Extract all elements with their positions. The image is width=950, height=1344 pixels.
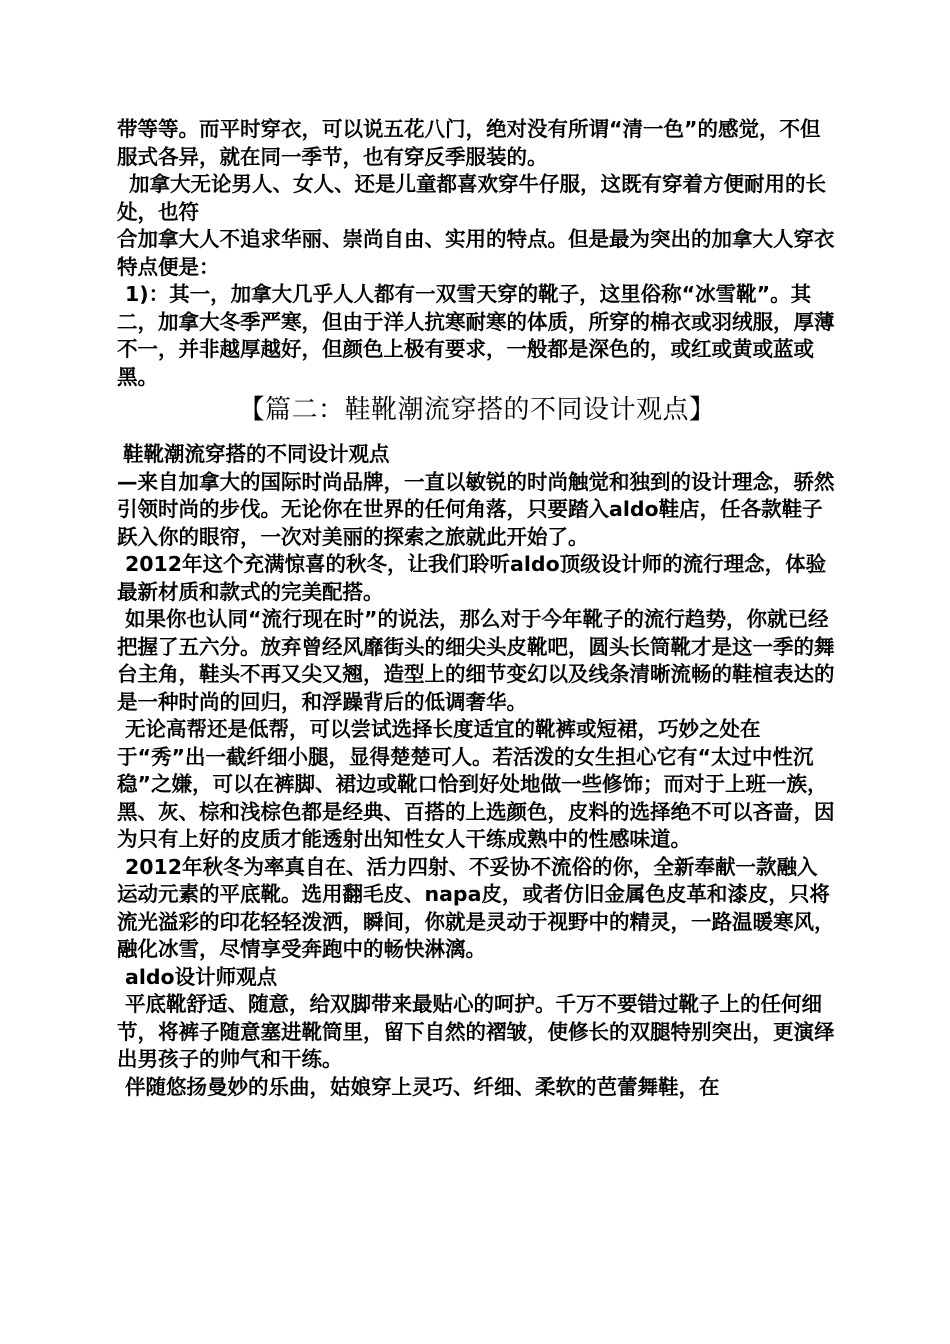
paragraph: 2012年这个充满惊喜的秋冬，让我们聆听aldo顶级设计师的流行理念，体验最新材质和款式的完美配搭。 [117, 552, 827, 604]
paragraph: 合加拿大人不追求华丽、崇尚自由、实用的特点。但是最为突出的加拿大人穿衣特点便是： [117, 227, 835, 279]
paragraph: 1)：其一，加拿大几乎人人都有一双雪天穿的靴子，这里俗称“冰雪靴”。其二，加拿大冬季严寒，但由于洋人抗寒耐寒的体质，所穿的棉衣或羽绒服，厚薄不一，并非越厚越好，但颜色上极有要求，一般都是深色的，或红或黄或蓝或黑。 [117, 282, 835, 389]
paragraph: 如果你也认同“流行现在时”的说法，那么对于今年靴子的流行趋势，你就已经把握了五六分。放弃曾经风靡街头的细尖头皮靴吧，圆头长筒靴才是这一季的舞台主角，鞋头不再又尖又翘，造型上的细节变幻以及线条清晰流畅的鞋楦表达的是一种时尚的回归，和浮躁背后的低调奢华。 [117, 607, 835, 714]
document-body [117, 116, 837, 1101]
section-heading: 【篇二：鞋靴潮流穿搭的不同设计观点】 [238, 395, 716, 425]
paragraph: 无论高帮还是低帮，可以尝试选择长度适宜的靴裤或短裙，巧妙之处在于“秀”出一截纤细小腿，显得楚楚可人。若活泼的女生担心它有“太过中性沉稳”之嫌，可以在裤脚、裙边或靴口恰到好处地做一些修饰；而对于上班一族，黑、灰、棕和浅棕色都是经典、百搭的上选颜色，皮料的选择绝不可以吝啬，因为只有上好的皮质才能透射出知性女人干练成熟中的性感味道。 [117, 717, 835, 851]
paragraph: 平底靴舒适、随意，给双脚带来最贴心的呵护。千万不要错过靴子上的任何细节，将裤子随意塞进靴筒里，留下自然的褶皱，使修长的双腿特别突出，更演绎出男孩子的帅气和干练。 [117, 992, 835, 1071]
subheading: aldo设计师观点 [125, 964, 278, 989]
paragraph: 伴随悠扬曼妙的乐曲，姑娘穿上灵巧、纤细、柔软的芭蕾舞鞋，在 [125, 1074, 720, 1099]
subheading: 鞋靴潮流穿搭的不同设计观点 [123, 442, 390, 466]
paragraph: 2012年秋冬为率真自在、活力四射、不妥协不流俗的你，全新奉献一款融入运动元素的平底靴。选用翻毛皮、napa皮，或者仿旧金属色皮革和漆皮，只将流光溢彩的印花轻轻泼洒，瞬间，你就是灵动于视野中的精灵，一路温暖寒风，融化冰雪，尽情享受奔跑中的畅快淋漓。 [117, 854, 835, 961]
paragraph: 加拿大无论男人、女人、还是儿童都喜欢穿牛仔服，这既有穿着方便耐用的长处，也符 [117, 172, 826, 224]
paragraph: —来自加拿大的国际时尚品牌，一直以敏锐的时尚触觉和独到的设计理念，骄然引领时尚的步伐。无论你在世界的任何角落，只要踏入aldo鞋店，任各款鞋子跃入你的眼帘，一次对美丽的探索之旅就此开始了。 [117, 469, 835, 549]
paragraph: 带等等。而平时穿衣，可以说五花八门，绝对没有所谓“清一色”的感觉，不但服式各异，就在同一季节，也有穿反季服装的。 [117, 117, 821, 169]
